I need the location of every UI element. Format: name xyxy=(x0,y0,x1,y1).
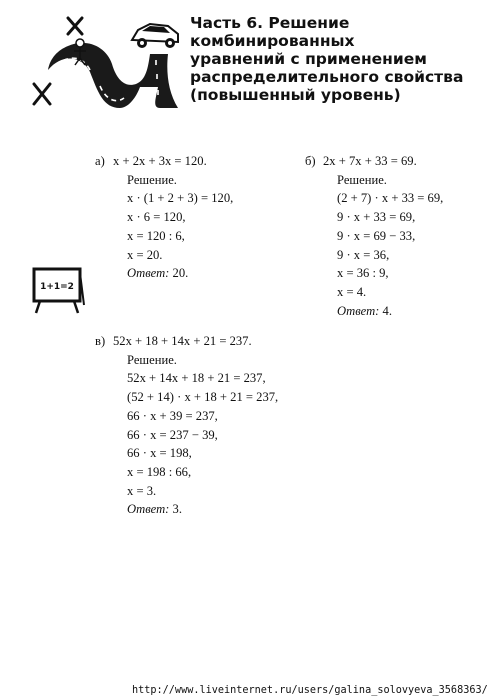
solution-step: 52x + 14x + 18 + 21 = 237, xyxy=(127,371,266,386)
answer-word: Ответ: xyxy=(337,303,380,318)
solution-step: 66 · x + 39 = 237, xyxy=(127,408,218,423)
equation-line: x + 2x + 3x = 120. xyxy=(113,154,207,168)
solution-step: x = 120 : 6, xyxy=(127,228,185,243)
title-line: Часть 6. Решение xyxy=(190,14,350,32)
problem-b xyxy=(305,152,444,320)
title-line: распределительного свойства xyxy=(190,68,464,86)
solution-step: x = 198 : 66, xyxy=(127,464,192,479)
source-url: http://www.liveinternet.ru/users/galina_solovyeva_3568363/ xyxy=(132,685,488,696)
problem-v xyxy=(95,332,279,519)
answer-line xyxy=(323,302,443,321)
title-line: уравнений с применением xyxy=(190,50,427,68)
solution-step: 66 · x = 198, xyxy=(127,446,192,461)
solution-heading: Решение. xyxy=(127,172,177,187)
problem-label: а) xyxy=(95,154,105,168)
chalkboard-text: 1+1=2 xyxy=(40,282,74,292)
section-title xyxy=(190,14,490,104)
equation-line: 2x + 7x + 33 = 69. xyxy=(323,154,417,168)
answer-line xyxy=(113,500,278,519)
solution-step: x = 36 : 9, xyxy=(337,266,389,281)
answer-value: 3. xyxy=(172,502,182,517)
answer-value: 20. xyxy=(172,266,189,281)
solution-step: x · 6 = 120, xyxy=(127,210,186,225)
solution-step: (2 + 7) · x + 33 = 69, xyxy=(337,191,444,206)
solution-step: x = 4. xyxy=(337,284,367,299)
chalkboard-illustration xyxy=(30,265,88,315)
solution-step: 9 · x = 36, xyxy=(337,247,390,262)
answer-word: Ответ: xyxy=(127,502,170,517)
solution-heading: Решение. xyxy=(127,352,177,367)
problem-a xyxy=(95,152,234,283)
solution-step: 9 · x = 69 − 33, xyxy=(337,228,416,243)
problem-label: б) xyxy=(305,154,316,168)
problem-label: в) xyxy=(95,334,106,348)
answer-line xyxy=(113,264,233,283)
answer-word: Ответ: xyxy=(127,266,170,281)
equation-line: 52x + 18 + 14x + 21 = 237. xyxy=(113,334,252,348)
solution-heading: Решение. xyxy=(337,172,387,187)
solution-step: x = 3. xyxy=(127,483,157,498)
title-line: (повышенный уровень) xyxy=(190,86,401,104)
title-line: комбинированных xyxy=(190,32,355,50)
solution-step: x = 20. xyxy=(127,247,163,262)
solution-step: (52 + 14) · x + 18 + 21 = 237, xyxy=(127,390,279,405)
road-car-illustration xyxy=(28,12,183,112)
answer-value: 4. xyxy=(382,303,392,318)
solution-step: 66 · x = 237 − 39, xyxy=(127,427,218,442)
solution-step: x · (1 + 2 + 3) = 120, xyxy=(127,191,234,206)
solution-step: 9 · x + 33 = 69, xyxy=(337,210,416,225)
